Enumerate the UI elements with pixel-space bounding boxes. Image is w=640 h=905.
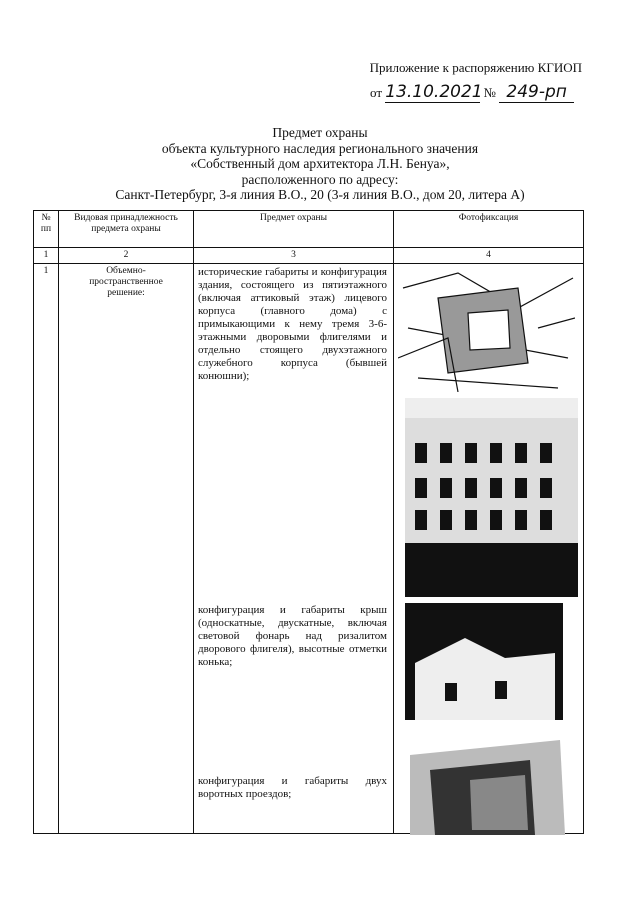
col-number: 2: [59, 248, 194, 264]
subject-item: конфигурация и габариты двух воротных проездов;: [198, 775, 387, 800]
header-num: № пп: [34, 211, 59, 248]
col-number: 3: [194, 248, 394, 264]
subject-item: конфигурация и габариты крыш (односкатные, двускатные, включая световой фонарь над ризалитом дворового флигеля), высотные отметки конька;: [198, 604, 387, 668]
header-subject: Предмет охраны: [194, 211, 394, 248]
col-number: 4: [394, 248, 584, 264]
document-title: [0, 125, 640, 203]
appendix-heading: Приложение к распоряжению КГИОП: [369, 60, 582, 75]
order-reference: [370, 82, 590, 103]
title-line: объекта культурного наследия регионального значения: [161, 140, 479, 156]
title-line: расположенного по адресу:: [241, 171, 399, 187]
title-line: Предмет охраны: [272, 125, 368, 140]
header-photo: Фотофиксация: [394, 211, 584, 248]
order-date: 13.10.2021: [385, 82, 483, 102]
title-line: Санкт-Петербург, 3-я линия В.О., 20 (3-я линия В.О., дом 20, литера А): [115, 187, 525, 202]
column-number-row: [34, 248, 584, 264]
title-line: «Собственный дом архитектора Л.Н. Бенуа»,: [190, 156, 450, 171]
from-label: от: [370, 85, 383, 100]
site-plan-image: [398, 268, 575, 392]
header-type: Видовая принадлежность предмета охраны: [59, 211, 194, 248]
roof-photo: [405, 603, 563, 720]
subject-item: исторические габариты и конфигурация здания, состоящего из пятиэтажного (включая аттиковый этаж) лицевого корпуса (главного дома) с примыкающими к нему тремя 3-6-этажными дворовыми флигелями и отдельно стоящего двухэтажного служебного корпуса (бывшей конюшни);: [198, 266, 387, 382]
gateway-photo: [410, 735, 565, 835]
table-header-row: [34, 211, 584, 248]
order-number: 249-рп: [499, 82, 574, 103]
row-type: Объемно-пространственное решение:: [59, 264, 194, 834]
row-number: 1: [34, 264, 59, 834]
row-subject: [194, 264, 394, 834]
col-number: 1: [34, 248, 59, 264]
number-label: №: [483, 85, 496, 100]
facade-photo: [405, 398, 578, 597]
